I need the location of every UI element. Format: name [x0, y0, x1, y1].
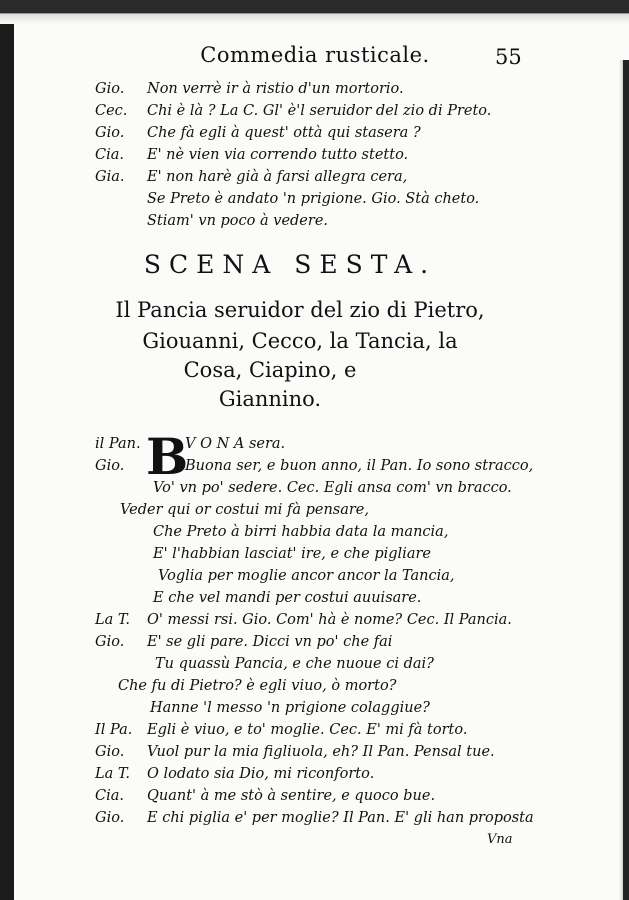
dialogue-line — [158, 566, 455, 586]
verse-text: E' nè vien via correndo tutto stetto. — [147, 147, 409, 163]
scan-edge-top — [0, 0, 629, 24]
verse-text: V O N A sera. — [185, 436, 286, 452]
verse-text: O' messi rsi. Gio. Com' hà è nome? Cec. Il Pancia. — [147, 612, 512, 628]
cast-line: Il Pancia seruidor del zio di Pietro, — [115, 298, 485, 322]
speaker-label: Gio. — [95, 125, 125, 141]
speaker-label: Gio. — [95, 744, 125, 760]
speaker-label: Gio. — [95, 810, 125, 826]
dialogue-line — [95, 764, 374, 784]
speaker-label: Gio. — [95, 458, 125, 474]
speaker-label: Cia. — [95, 788, 124, 804]
dialogue-line — [95, 632, 392, 652]
dialogue-line — [95, 123, 421, 143]
dialogue-line — [95, 434, 285, 454]
verse-text: Voglia per moglie ancor ancor la Tancia, — [158, 568, 455, 584]
verse-text: Che fu di Pietro? è egli viuo, ò morto? — [118, 678, 397, 694]
dialogue-line — [147, 211, 328, 231]
dialogue-line — [153, 588, 421, 608]
speaker-label: Gia. — [95, 169, 125, 185]
speaker-label: La T. — [95, 612, 131, 628]
dialogue-line — [95, 808, 534, 828]
dialogue-line — [95, 79, 404, 99]
dialogue-line — [95, 145, 408, 165]
verse-text: E chi piglia e' per moglie? Il Pan. E' gli han proposta — [147, 810, 534, 826]
speaker-label: Cec. — [95, 103, 128, 119]
drop-cap: B — [146, 427, 189, 486]
verse-text: Stiam' vn poco à vedere. — [147, 213, 329, 229]
dialogue-line — [118, 676, 396, 696]
dialogue-line — [95, 610, 512, 630]
dialogue-line — [95, 456, 533, 476]
verse-text: E' l'habbian lasciat' ire, e che pigliare — [153, 546, 431, 562]
cast-line: Giannino. — [218, 387, 322, 411]
dialogue-line — [120, 500, 369, 520]
dialogue-line — [95, 786, 435, 806]
dialogue-line — [95, 742, 495, 762]
speaker-label: il Pan. — [95, 436, 141, 452]
dialogue-line — [153, 478, 512, 498]
verse-text: Vuol pur la mia figliuola, eh? Il Pan. Pensal tue. — [147, 744, 495, 760]
dialogue-line — [95, 720, 467, 740]
dialogue-line — [153, 544, 431, 564]
verse-text: Egli è viuo, e to' moglie. Cec. E' mi fà torto. — [147, 722, 468, 738]
verse-text: Non verrè ir à ristio d'un mortorio. — [147, 81, 404, 97]
verse-text: Che Preto à birri habbia data la mancia, — [153, 524, 449, 540]
speaker-label: La T. — [95, 766, 131, 782]
page-number: 55 — [495, 45, 522, 69]
speaker-label: Il Pa. — [95, 722, 133, 738]
dialogue-line — [95, 167, 407, 187]
verse-text: Veder qui or costui mi fà pensare, — [120, 502, 369, 518]
verse-text: Hanne 'l messo 'n prigione colaggiue? — [150, 700, 430, 716]
scene-heading: SCENA SESTA. — [143, 250, 437, 279]
verse-text: O lodato sia Dio, mi riconforto. — [147, 766, 375, 782]
speaker-label: Gio. — [95, 81, 125, 97]
verse-text: Chi è là ? La C. Gl' è'l seruidor del zio di Preto. — [147, 103, 492, 119]
cast-line: Giouanni, Cecco, la Tancia, la — [142, 329, 458, 353]
dialogue-line — [147, 189, 479, 209]
dialogue-line — [95, 101, 491, 121]
dialogue-line — [153, 522, 448, 542]
verse-text: E che vel mandi per costui auuisare. — [153, 590, 422, 606]
speaker-label: Gio. — [95, 634, 125, 650]
verse-text: Quant' à me stò à sentire, e quoco bue. — [147, 788, 436, 804]
cast-line: Cosa, Ciapino, e — [183, 358, 357, 382]
verse-text: Che fà egli à quest' ottà qui stasera ? — [147, 125, 421, 141]
scan-edge-right — [619, 60, 629, 900]
speaker-label: Cia. — [95, 147, 124, 163]
verse-text: E' non harè già à farsi allegra cera, — [147, 169, 408, 185]
verse-text: Tu quassù Pancia, e che nuoue ci dai? — [155, 656, 434, 672]
dialogue-line — [155, 654, 434, 674]
verse-text: Vo' vn po' sedere. Cec. Egli ansa com' vn bracco. — [153, 480, 512, 496]
scan-edge-left — [0, 0, 14, 900]
running-title: Commedia rusticale. — [200, 43, 430, 67]
catchword: Vna — [487, 832, 513, 847]
verse-text: E' se gli pare. Dicci vn po' che fai — [147, 634, 393, 650]
dialogue-line — [150, 698, 430, 718]
verse-text: Buona ser, e buon anno, il Pan. Io sono stracco, — [185, 458, 534, 474]
verse-text: Se Preto è andato 'n prigione. Gio. Stà cheto. — [147, 191, 480, 207]
